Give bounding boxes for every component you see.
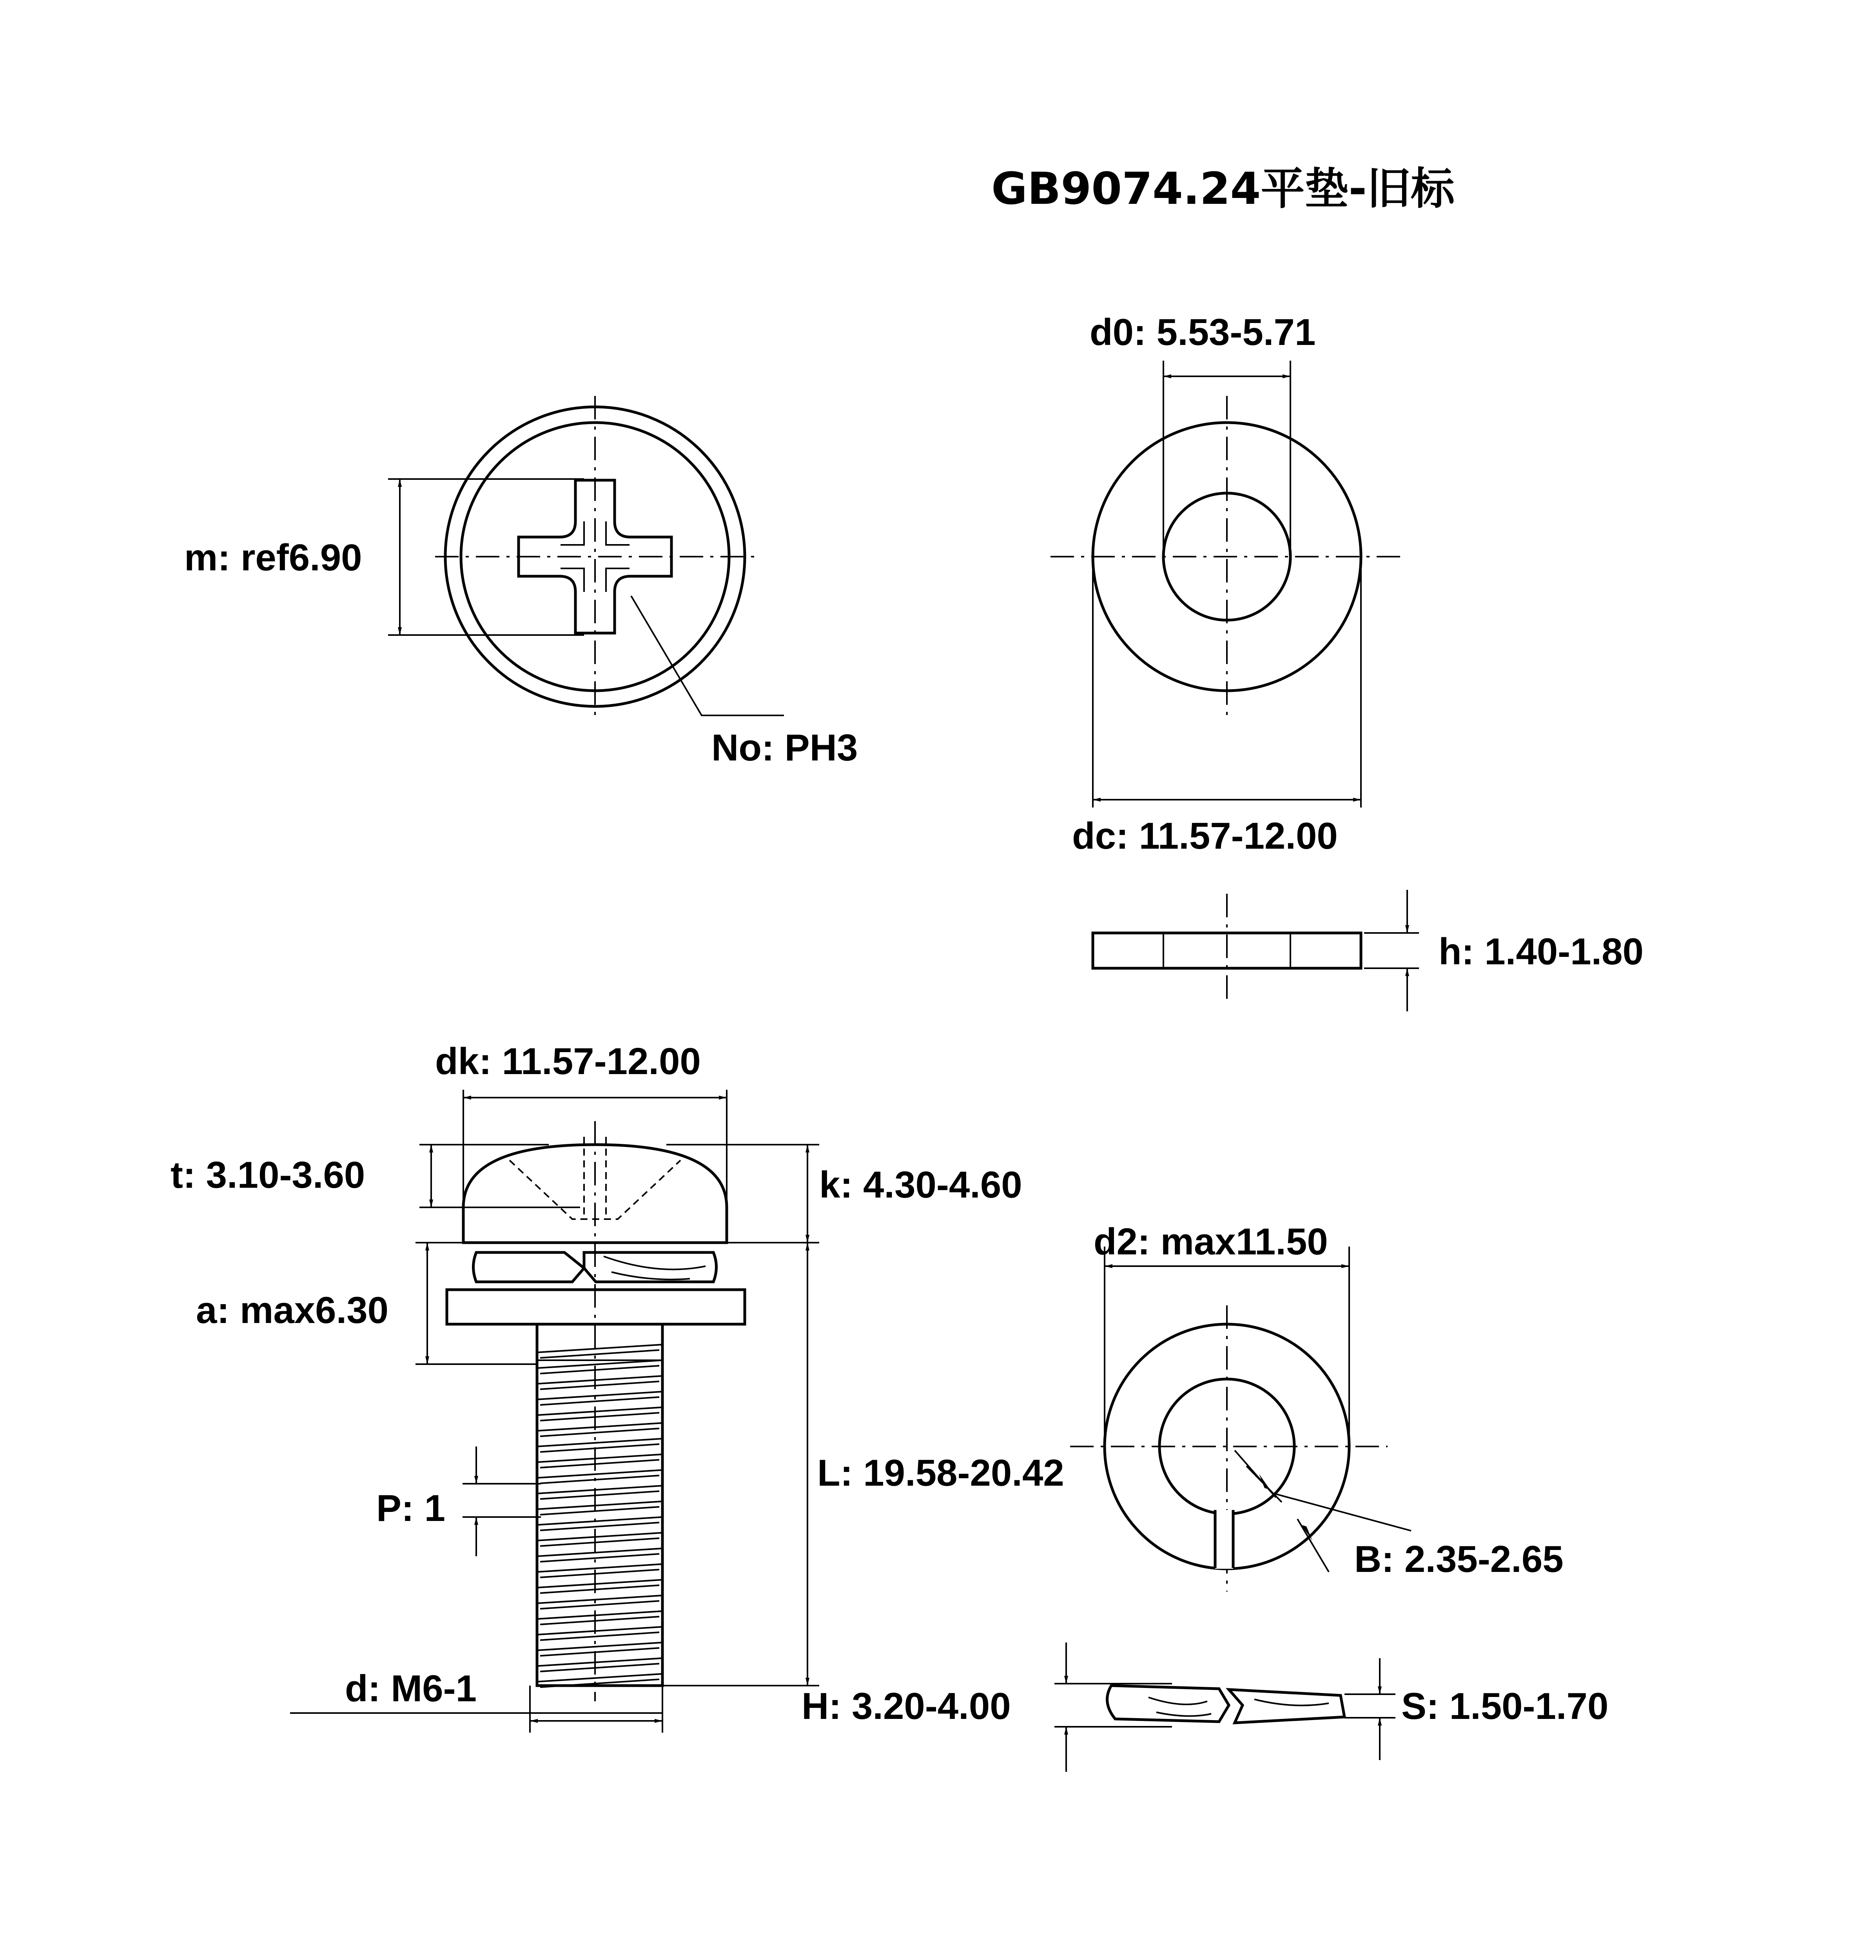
label-k: k: 4.30-4.60 — [819, 1164, 1022, 1206]
label-t: t: 3.10-3.60 — [171, 1154, 365, 1196]
drawing-title: GB9074.24平垫-旧标 — [991, 163, 1455, 214]
label-H: H: 3.20-4.00 — [802, 1685, 1011, 1727]
label-m: m: ref6.90 — [184, 537, 362, 579]
label-d2: d2: max11.50 — [1094, 1221, 1328, 1263]
label-d0: d0: 5.53-5.71 — [1090, 311, 1316, 353]
label-dk: dk: 11.57-12.00 — [435, 1040, 701, 1082]
label-S: S: 1.50-1.70 — [1401, 1685, 1609, 1727]
screw-head-top-view — [388, 396, 784, 717]
screw-assembly-side-view — [290, 1090, 819, 1733]
spring-washer-side-view — [1054, 1642, 1395, 1772]
label-dc: dc: 11.57-12.00 — [1072, 815, 1338, 857]
flat-washer-top-view — [1050, 361, 1403, 808]
label-L: L: 19.58-20.42 — [817, 1452, 1064, 1494]
flat-washer-side-view — [1093, 890, 1419, 1011]
label-h: h: 1.40-1.80 — [1439, 931, 1644, 973]
label-P: P: 1 — [376, 1487, 446, 1529]
label-a: a: max6.30 — [196, 1289, 389, 1331]
label-d: d: M6-1 — [345, 1668, 477, 1710]
label-no: No: PH3 — [711, 727, 858, 769]
label-B: B: 2.35-2.65 — [1354, 1538, 1564, 1580]
